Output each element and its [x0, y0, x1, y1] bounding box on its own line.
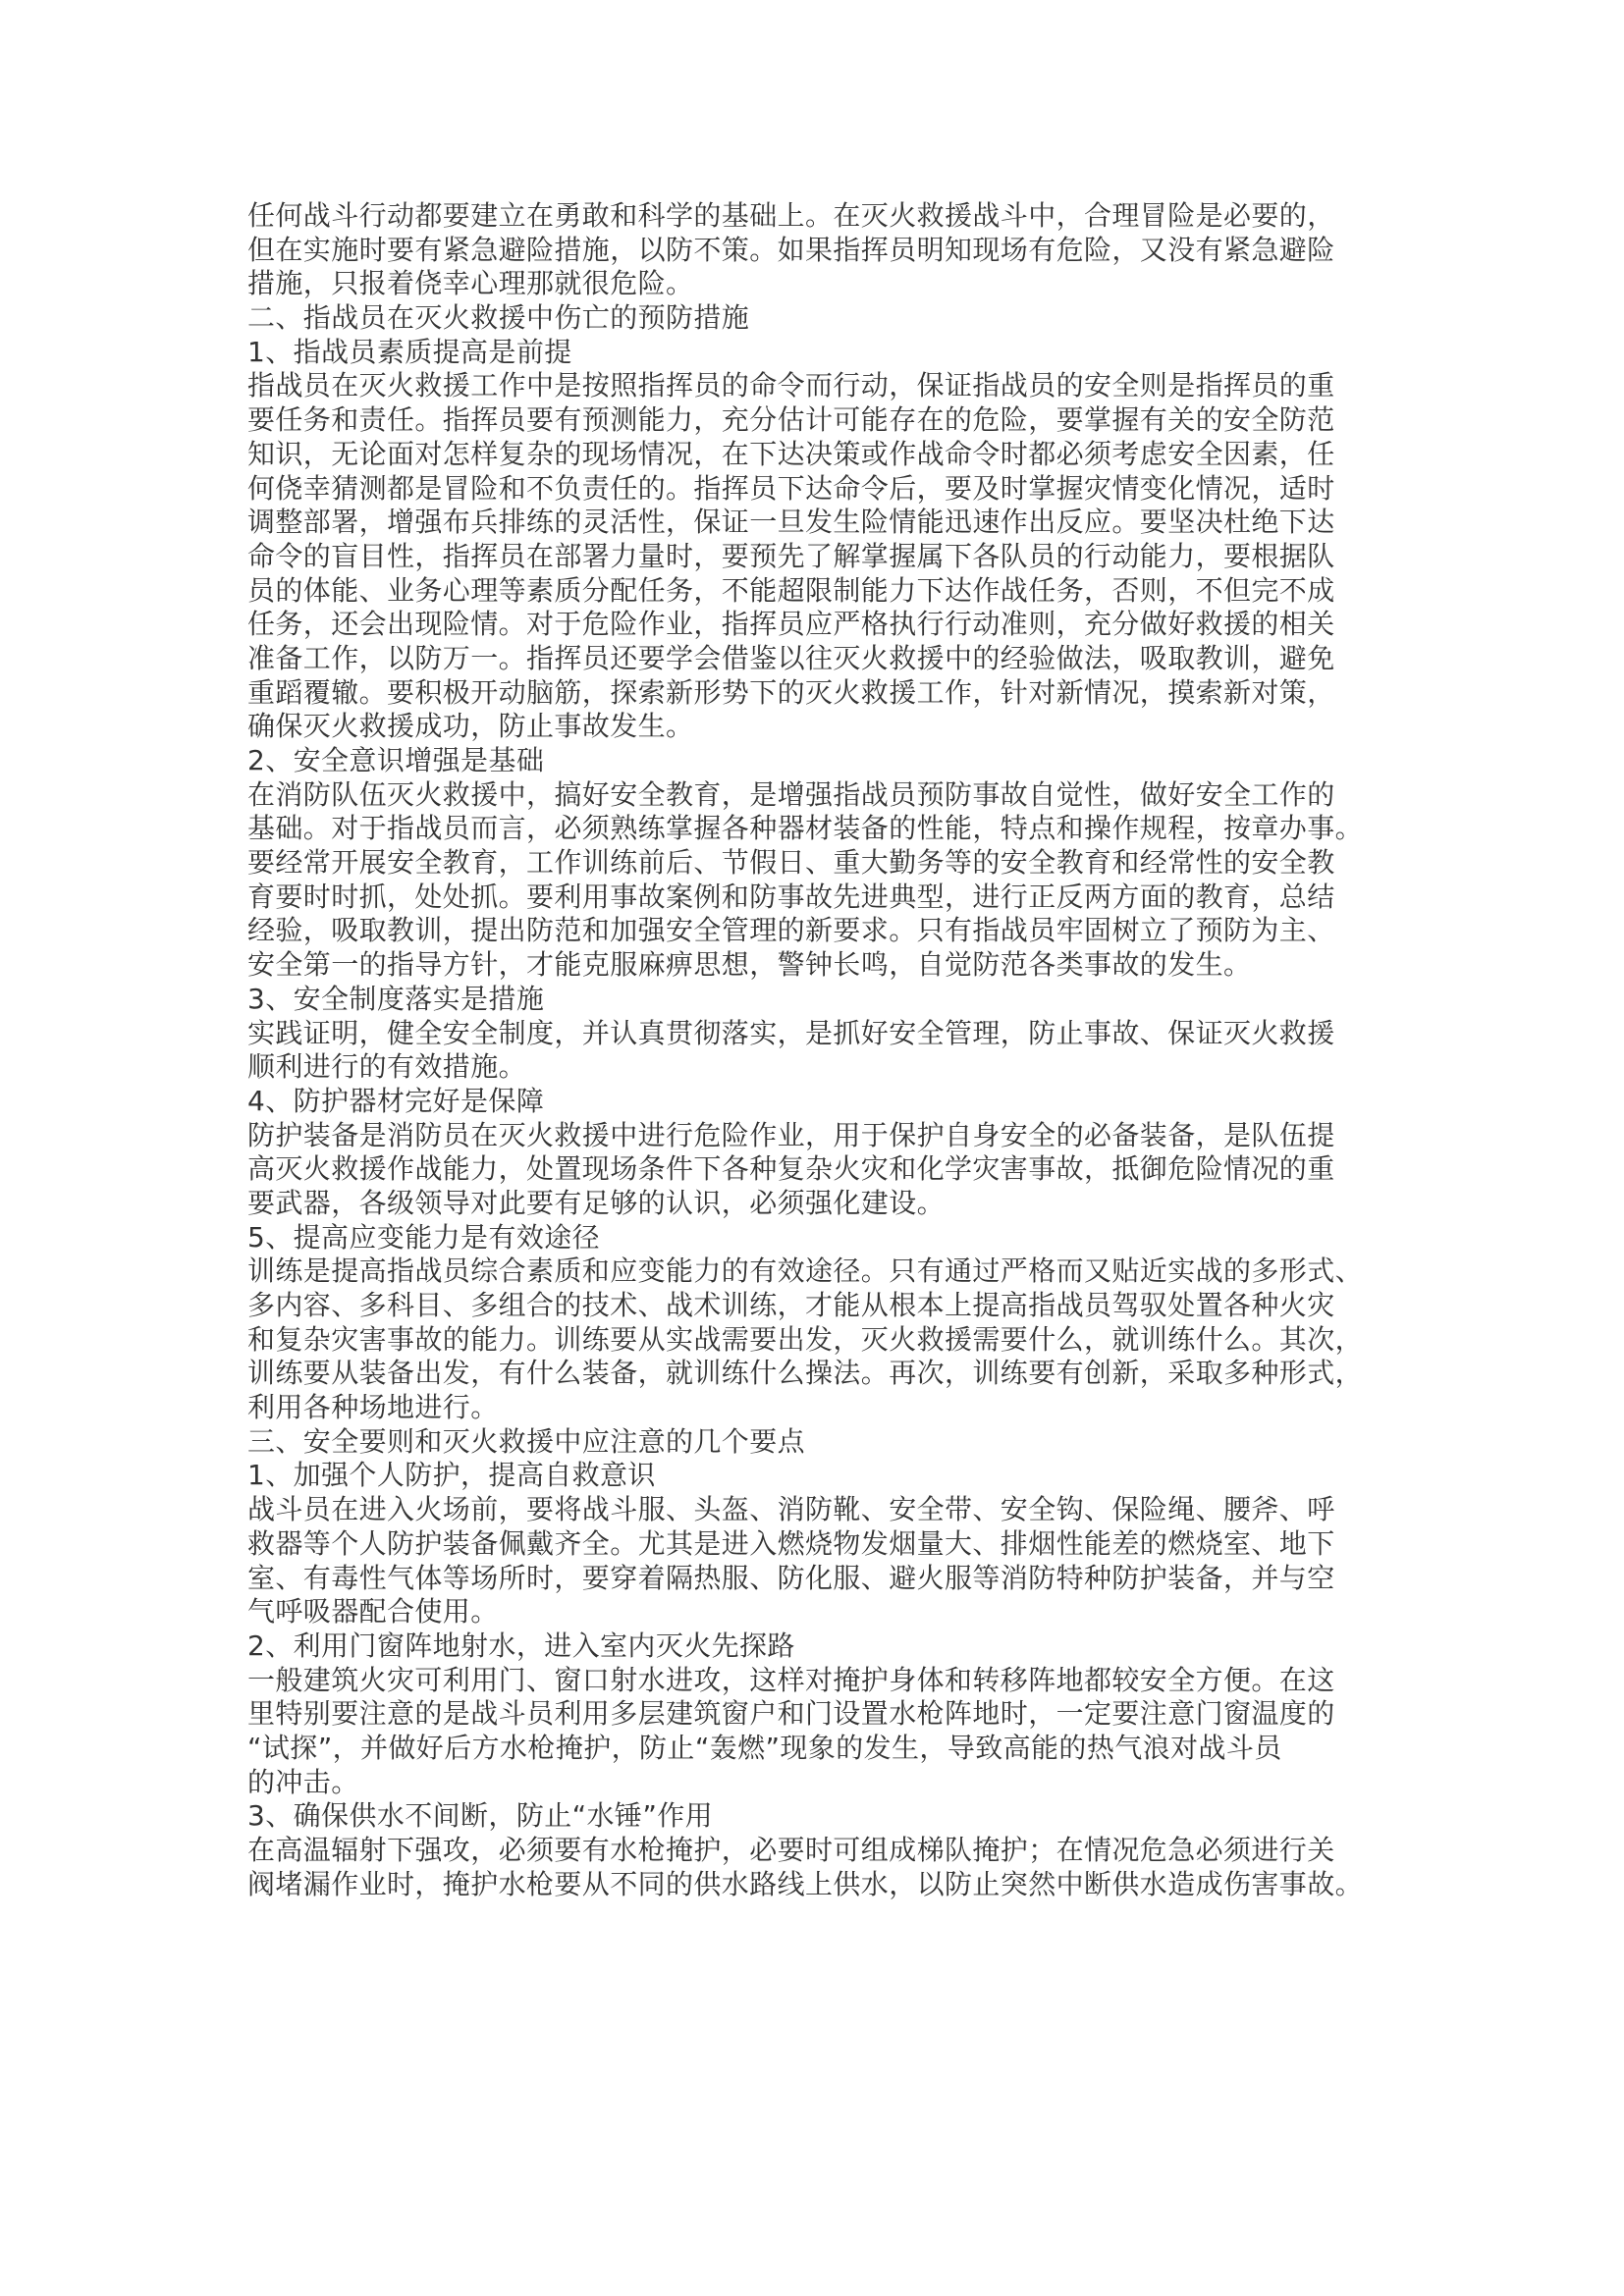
body-text-line: 训练是提高指战员综合素质和应变能力的有效途径。只有通过严格而又贴近实战的多形式、 [247, 1255, 1364, 1288]
subsection-heading: 2、安全意识增强是基础 [247, 744, 545, 776]
body-text-line: 重蹈覆辙。要积极开动脑筋，探索新形势下的灭火救援工作，针对新情况，摸索新对策， [247, 675, 1335, 709]
body-text-line: 指战员在灭火救援工作中是按照指挥员的命令而行动，保证指战员的安全则是指挥员的重 [247, 369, 1335, 402]
body-text-line: 育要时时抓，处处抓。要利用事故案例和防事故先进典型，进行正反两方面的教育，总结 [247, 880, 1335, 913]
section-heading: 二、指战员在灭火救援中伤亡的预防措施 [247, 301, 750, 335]
body-text-line: 一般建筑火灾可利用门、窗口射水进攻，这样对掩护身体和转移阵地都较安全方便。在这 [247, 1663, 1335, 1696]
body-text-line: 救器等个人防护装备佩戴齐全。尤其是进入燃烧物发烟量大、排烟性能差的燃烧室、地下 [247, 1526, 1335, 1560]
body-text-line: 何侥幸猜测都是冒险和不负责任的。指挥员下达命令后，要及时掌握灾情变化情况，适时 [247, 471, 1335, 505]
subsection-heading: 5、提高应变能力是有效途径 [247, 1220, 601, 1254]
subsection-heading: 3、确保供水不间断，防止“水锤”作用 [247, 1799, 714, 1833]
body-text-line: 任务，还会出现险情。对于危险作业，指挥员应严格执行行动准则，充分做好救援的相关 [247, 608, 1335, 641]
body-text-line: 经验，吸取教训，提出防范和加强安全管理的新要求。只有指战员牢固树立了预防为主、 [247, 914, 1335, 947]
body-text-line: 任何战斗行动都要建立在勇敢和科学的基础上。在灭火救援战斗中，合理冒险是必要的， [247, 199, 1335, 232]
body-text-line: 措施，只报着侥幸心理那就很危险。 [247, 267, 694, 300]
body-text-line: 确保灭火救援成功，防止事故发生。 [247, 710, 694, 743]
body-text-line: 在高温辐射下强攻，必须要有水枪掩护，必要时可组成梯队掩护；在情况危急必须进行关 [247, 1834, 1335, 1866]
body-text-line: 在消防队伍灭火救援中，搞好安全教育，是增强指战员预防事故自觉性，做好安全工作的 [247, 777, 1335, 811]
subsection-heading: 1、指战员素质提高是前提 [247, 335, 572, 368]
body-text-line: 知识，无论面对怎样复杂的现场情况，在下达决策或作战命令时都必须考虑安全因素，任 [247, 437, 1335, 470]
body-text-line: 安全第一的指导方针，才能克服麻痹思想，警钟长鸣，自觉防范各类事故的发生。 [247, 948, 1252, 982]
body-text-line: 高灭火救援作战能力，处置现场条件下各种复杂火灾和化学灾害事故，抵御危险情况的重 [247, 1152, 1335, 1186]
document-page [247, 199, 1386, 1901]
body-text-line: 里特别要注意的是战斗员利用多层建筑窗户和门设置水枪阵地时，一定要注意门窗温度的 [247, 1697, 1335, 1731]
body-text-line: 顺利进行的有效措施。 [247, 1050, 527, 1084]
body-text-line: 战斗员在进入火场前，要将战斗服、头盔、消防靴、安全带、安全钩、保险绳、腰斧、呼 [247, 1493, 1335, 1526]
body-text-line: 气呼吸器配合使用。 [247, 1595, 499, 1629]
body-text-line: 要经常开展安全教育，工作训练前后、节假日、重大勤务等的安全教育和经常性的安全教 [247, 846, 1335, 880]
body-text-line: 要武器，各级领导对此要有足够的认识，必须强化建设。 [247, 1186, 946, 1219]
body-text-line: 基础。对于指战员而言，必须熟练掌握各种器材装备的性能，特点和操作规程，按章办事。 [247, 812, 1364, 845]
body-text-line: 多内容、多科目、多组合的技术、战术训练，才能从根本上提高指战员驾驭处置各种火灾 [247, 1289, 1335, 1321]
body-text-line: 实践证明，健全安全制度，并认真贯彻落实，是抓好安全管理，防止事故、保证灭火救援 [247, 1016, 1335, 1049]
subsection-heading: 3、安全制度落实是措施 [247, 982, 545, 1015]
body-text-line: 的冲击。 [247, 1765, 359, 1798]
body-text-line: 员的体能、业务心理等素质分配任务，不能超限制能力下达作战任务，否则，不但完不成 [247, 573, 1335, 607]
body-text-line: 防护装备是消防员在灭火救援中进行危险作业，用于保护自身安全的必备装备，是队伍提 [247, 1118, 1335, 1151]
body-text-line: 调整部署，增强布兵排练的灵活性，保证一旦发生险情能迅速作出反应。要坚决杜绝下达 [247, 506, 1335, 539]
subsection-heading: 2、利用门窗阵地射水，进入室内灭火先探路 [247, 1629, 795, 1662]
body-text-line: 阀堵漏作业时，掩护水枪要从不同的供水路线上供水，以防止突然中断供水造成伤害事故。 [247, 1867, 1364, 1900]
body-text-line: 但在实施时要有紧急避险措施，以防不策。如果指挥员明知现场有危险，又没有紧急避险 [247, 233, 1335, 266]
subsection-heading: 1、加强个人防护，提高自救意识 [247, 1459, 656, 1492]
section-heading: 三、安全要则和灭火救援中应注意的几个要点 [247, 1424, 806, 1458]
body-text-line: 要任务和责任。指挥员要有预测能力，充分估计可能存在的危险，要掌握有关的安全防范 [247, 403, 1335, 437]
body-text-line: 训练要从装备出发，有什么装备，就训练什么操法。再次，训练要有创新，采取多种形式， [247, 1357, 1364, 1390]
body-text-line: 命令的盲目性，指挥员在部署力量时，要预先了解掌握属下各队员的行动能力，要根据队 [247, 539, 1335, 572]
body-text-line: “试探”，并做好后方水枪掩护，防止“轰燃”现象的发生，导致高能的热气浪对战斗员 [247, 1731, 1282, 1764]
body-text-line: 室、有毒性气体等场所时，要穿着隔热服、防化服、避火服等消防特种防护装备，并与空 [247, 1561, 1335, 1594]
body-text-line: 准备工作，以防万一。指挥员还要学会借鉴以往灭火救援中的经验做法，吸取教训，避免 [247, 641, 1335, 674]
body-text-line: 和复杂灾害事故的能力。训练要从实战需要出发，灭火救援需要什么，就训练什么。其次， [247, 1322, 1364, 1356]
body-text-line: 利用各种场地进行。 [247, 1391, 499, 1424]
subsection-heading: 4、防护器材完好是保障 [247, 1084, 545, 1117]
